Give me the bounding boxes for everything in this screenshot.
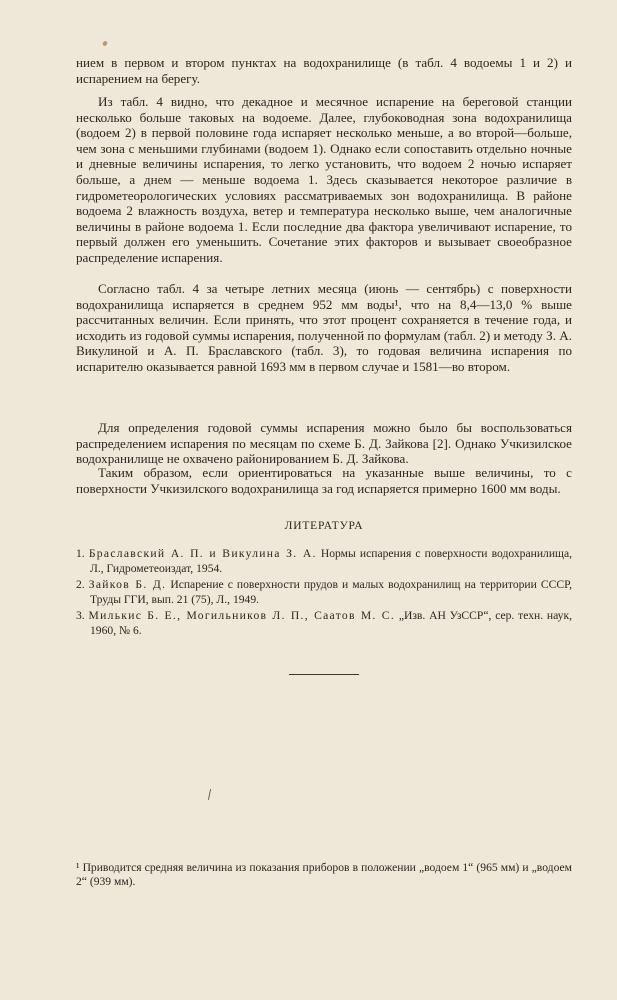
reference-text: Испарение с поверхности прудов и малых водохранилищ на территории СССР, Труды ГГИ, вып. 21 (75), Л., 1949. <box>90 578 572 606</box>
literature-title: ЛИТЕРАТУРА <box>284 520 364 532</box>
reference-text: „Изв. АН УзССР“, сер. техн. наук, 1960, № 6. <box>90 609 572 637</box>
reference-number: 1. <box>76 547 85 560</box>
reference-number: 2. <box>76 578 85 591</box>
reference-item <box>76 547 572 576</box>
paragraph-1: нием в первом и втором пунктах на водохранилище (в табл. 4 водоемы 1 и 2) и испарением на берегу. <box>76 55 572 86</box>
document-page <box>76 0 572 1000</box>
reference-item <box>76 609 572 638</box>
reference-authors: Милькис Б. Е., Могильников Л. П., Саатов М. С. <box>88 609 396 622</box>
paragraph-2: Из табл. 4 видно, что декадное и месячное испарение на береговой станции несколько больше таковых на водоеме. Далее, глубоководная зона водохранилища (водоем 2) в первой половине года испаряет несколько меньше, а во второй—больше, чем зона с меньшими глубинами (водоем 1). Однако если сопоставить отдельно ночные и дневные величины испарения, то легко установить, что водоем 2 ночью испаряет больше, а днем — меньше водоема 1. Здесь сказывается некоторое различие в гидрометеорологических условиях рассматриваемых зон водохранилища. В районе водоема 2 влажность воздуха, ветер и температура несколько выше, чем аналогичные величины в районе водоема 1. Если последние два фактора увеличивают испарение, то первый должен его уменьшить. Сочетание этих факторов и вызывает своеобразное распределение испарения. <box>76 94 572 265</box>
reference-authors: Зайков Б. Д. <box>88 578 167 591</box>
reference-number: 3. <box>76 609 85 622</box>
reference-text: Нормы испарения с поверхности водохранилища, Л., Гидрометеоиздат, 1954. <box>90 547 572 575</box>
paragraph-4: Для определения годовой суммы испарения можно было бы воспользоваться распределением испарения по месяцам по схеме Б. Д. Зайкова [2]. Однако Учкизилское водохранилище не охвачено районированием Б. Д. Зайкова. <box>76 420 572 467</box>
reference-item <box>76 578 572 607</box>
paragraph-3: Согласно табл. 4 за четыре летних месяца (июнь — сентябрь) с поверхности водохранилища испаряется в среднем 952 мм воды¹, что на 8,4—13,0 % выше рассчитанных величин. Если принять, что этот процент сохраняется в течение года, и исходить из годовой суммы испарения, полученной по формулам (табл. 2) и методу З. А. Викулиной и А. П. Браславского (табл. 3), то годовая величина испарения по испарителю оказывается равной 1693 мм в первом случае и 1581—во втором. <box>76 281 572 374</box>
paragraph-5: Таким образом, если ориентироваться на указанные выше величины, то с поверхности Учкизилского водохранилища за год испаряется примерно 1600 мм воды. <box>76 465 572 496</box>
reference-authors: Браславский А. П. и Викулина З. А. <box>88 547 317 560</box>
footnote: ¹ Приводится средняя величина из показания приборов в положении „водоем 1“ (965 мм) и „водоем 2“ (939 мм). <box>76 860 572 889</box>
reference-list <box>76 547 572 640</box>
section-divider <box>289 674 359 675</box>
